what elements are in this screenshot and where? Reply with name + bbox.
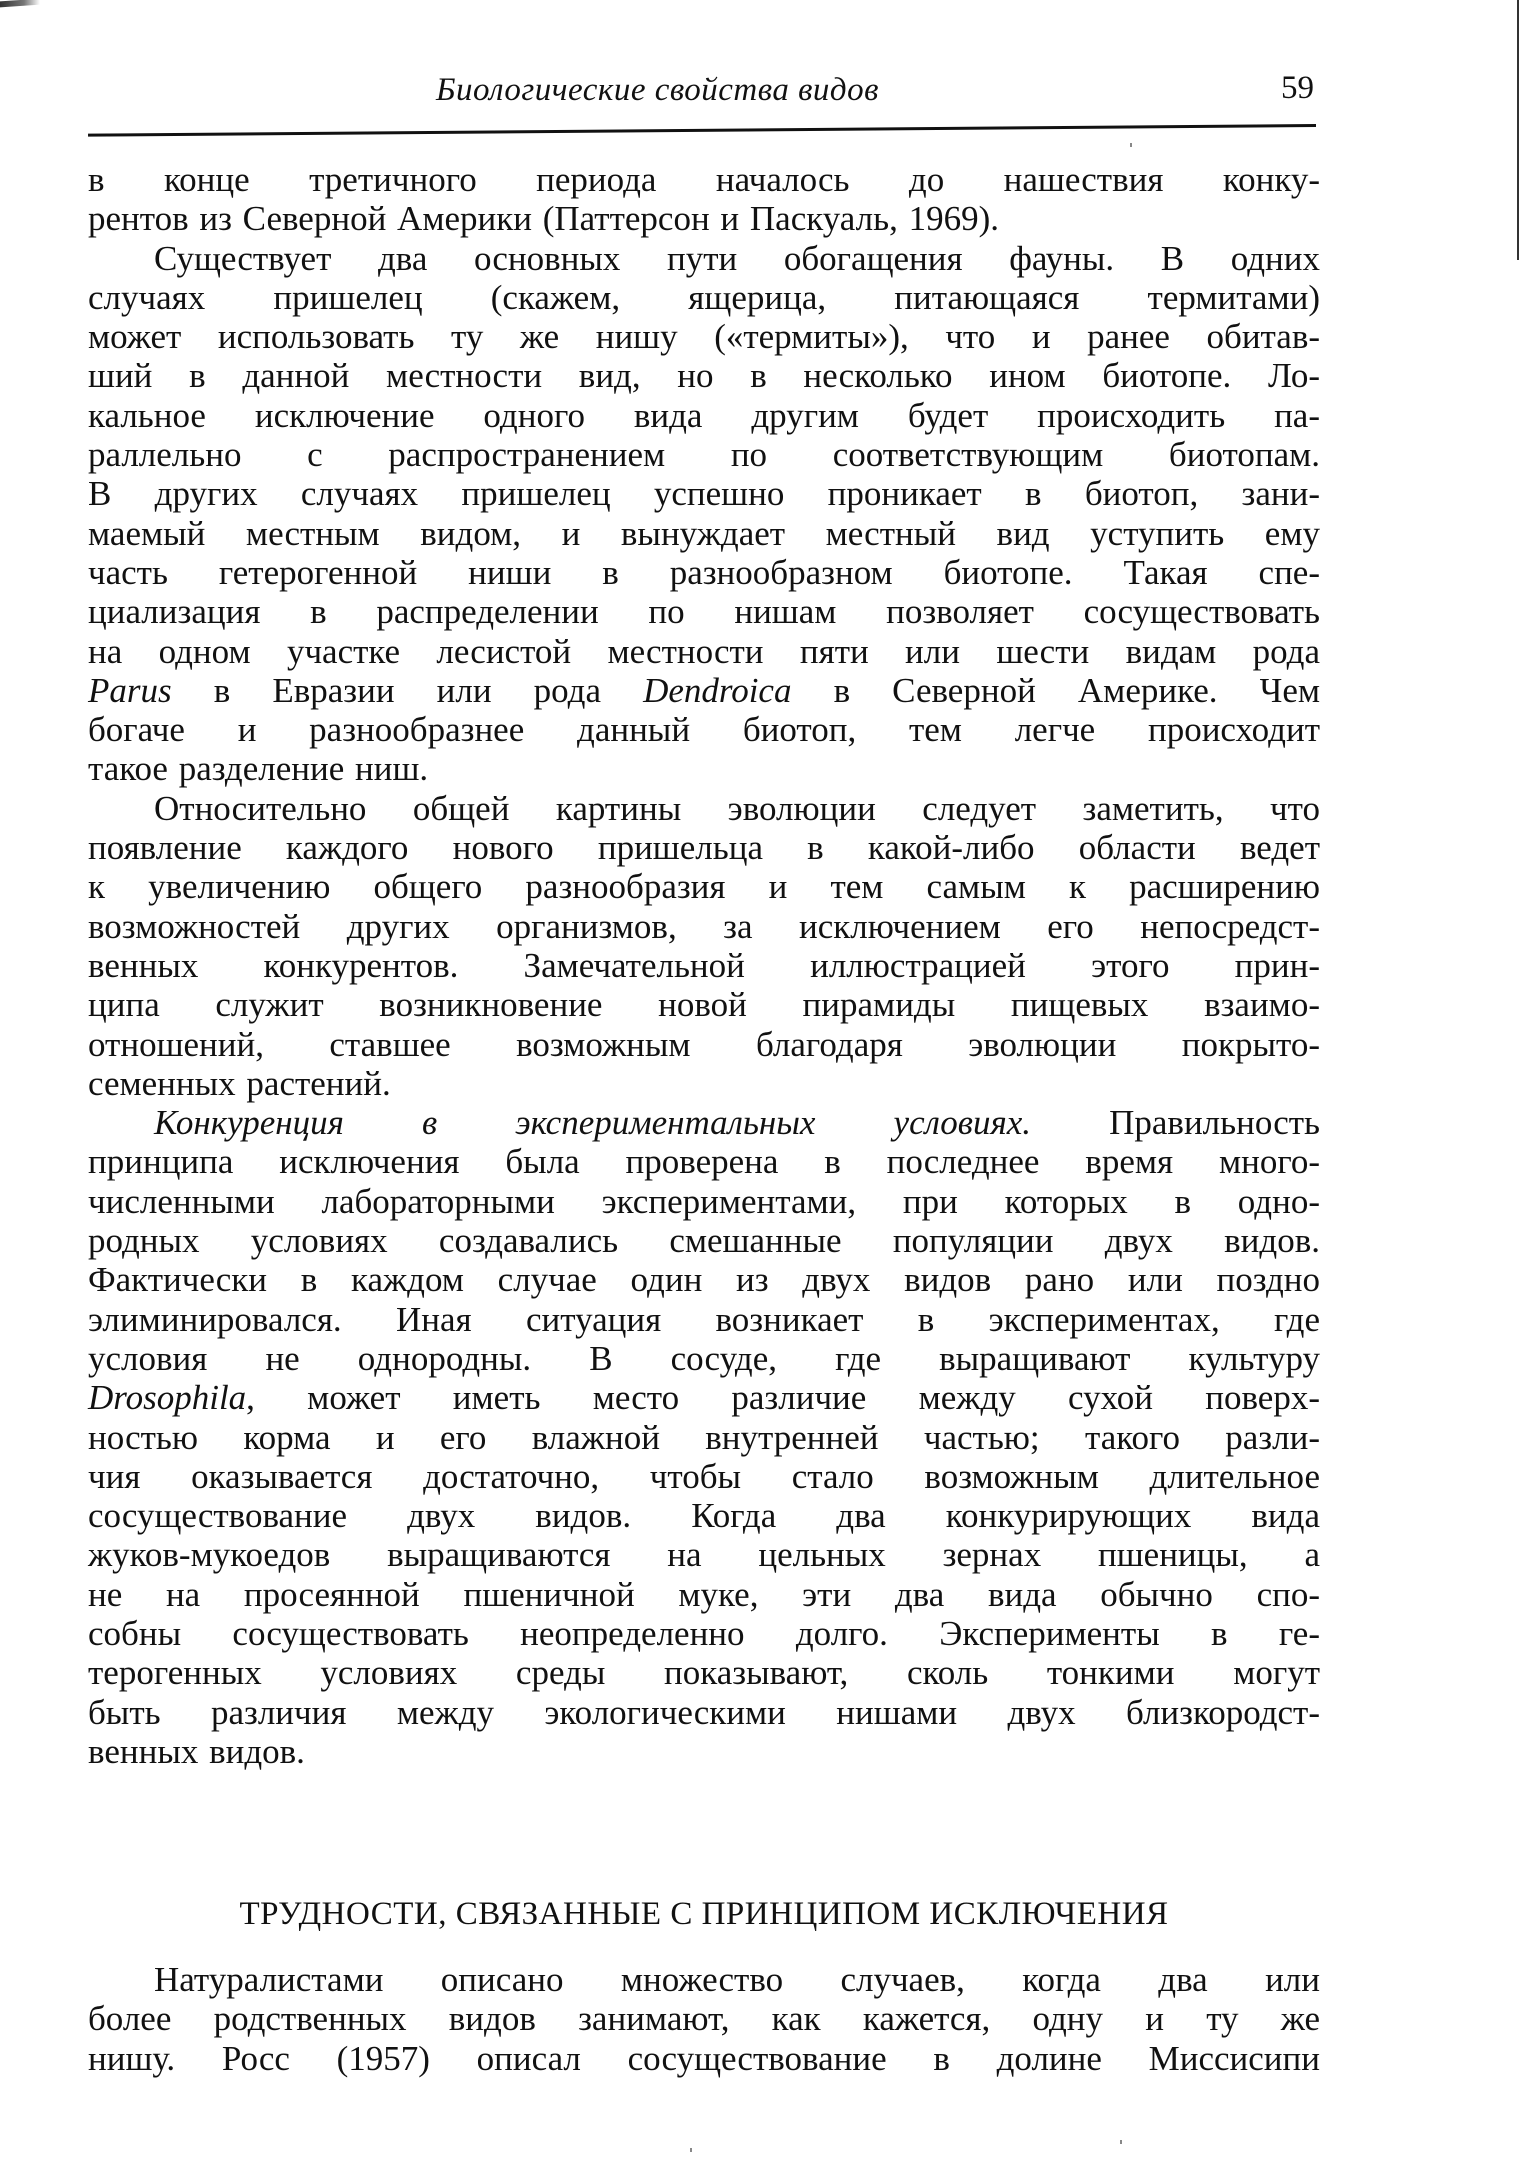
italic-term: Drosophila — [88, 1378, 247, 1418]
text-line: может использовать ту же нишу («термиты»), что и ранее обитав- — [88, 317, 1320, 357]
text-line: жуков-мукоедов выращиваются на цельных зернах пшеницы, а — [88, 1535, 1320, 1575]
italic-term: Dendroica — [643, 670, 792, 710]
text-line: часть гетерогенной ниши в разнообразном биотопе. Такая спе- — [88, 552, 1320, 592]
text-line: появление каждого нового пришельца в какой-либо области ведет — [88, 828, 1320, 868]
text-line: Конкуренция в экспериментальных условиях. Правильность — [154, 1103, 1320, 1143]
text-line: собны сосуществовать неопределенно долго. Эксперименты в ге- — [88, 1613, 1320, 1653]
section-heading: ТРУДНОСТИ, СВЯЗАННЫЕ С ПРИНЦИПОМ ИСКЛЮЧЕНИЯ — [239, 1896, 1169, 1932]
text-line: чия оказывается достаточно, чтобы стало возможным длительное — [88, 1456, 1320, 1496]
body-text — [88, 160, 1320, 1771]
scan-edge-line — [1517, 0, 1519, 260]
text-line: не на просеянной пшеничной муке, эти два вида обычно спо- — [88, 1574, 1320, 1614]
text-line: быть различия между экологическими нишами двух близкородст- — [88, 1692, 1320, 1732]
text-line: раллельно с распространением по соответствующим биотопам. — [88, 435, 1320, 475]
page-number: 59 — [1281, 70, 1314, 106]
text-line: Относительно общей картины эволюции следует заметить, что — [154, 788, 1320, 828]
text-line: Существует два основных пути обогащения фауны. В одних — [154, 238, 1320, 278]
italic-term: Parus — [88, 670, 172, 710]
scan-speck — [690, 2148, 692, 2152]
text-line: ностью корма и его влажной внутренней частью; такого разли- — [88, 1417, 1320, 1457]
text-line: случаях пришелец (скажем, ящерица, питающаяся термитами) — [88, 277, 1320, 317]
text-line: Parus в Евразии или рода Dendroica в Северной Америке. Чем — [88, 670, 1321, 710]
text-line: венных видов. — [88, 1731, 305, 1771]
text-line: возможностей других организмов, за исключением его непосредст- — [88, 906, 1320, 946]
text-line: семенных растений. — [88, 1063, 391, 1103]
text-line: ший в данной местности вид, но в несколько ином биотопе. Ло- — [88, 356, 1320, 396]
text-line: кальное исключение одного вида другим будет происходить па- — [88, 395, 1320, 435]
text-line: нишу. Росс (1957) описал сосуществование в долине Миссисипи — [88, 2038, 1320, 2078]
text-line: Натуралистами описано множество случаев, когда два или — [154, 1960, 1320, 1999]
text-line: В других случаях пришелец успешно проникает в биотоп, зани- — [88, 474, 1320, 514]
text-line: венных конкурентов. Замечательной иллюстрацией этого прин- — [88, 945, 1320, 985]
text-line: условия не однородны. В сосуде, где выращивают культуру — [88, 1338, 1320, 1378]
running-title: Биологические свойства видов — [436, 72, 879, 108]
text-line: численными лабораторными экспериментами, при которых в одно- — [88, 1181, 1320, 1221]
text-line: сосуществование двух видов. Когда два конкурирующих вида — [88, 1496, 1320, 1536]
text-line: такое разделение ниш. — [88, 749, 429, 789]
text-line: богаче и разнообразнее данный биотоп, тем легче происходит — [88, 710, 1320, 750]
text-line: в конце третичного периода началось до нашествия конку- — [88, 160, 1320, 199]
text-line: элиминировался. Иная ситуация возникает в экспериментах, где — [88, 1299, 1320, 1339]
text-line: принципа исключения была проверена в последнее время много- — [88, 1142, 1320, 1182]
text-line: терогенных условиях среды показывают, сколь тонкими могут — [88, 1653, 1320, 1693]
text-line: маемый местным видом, и вынуждает местный вид уступить ему — [88, 513, 1320, 553]
header-rule — [88, 124, 1316, 137]
section-body-text — [88, 1960, 1320, 2078]
text-line: циализация в распределении по нишам позволяет сосуществовать — [88, 592, 1320, 632]
italic-term: Конкуренция в экспериментальных условиях. — [154, 1103, 1032, 1143]
scan-speck — [1120, 2140, 1122, 2144]
running-header — [86, 64, 1314, 114]
text-line: отношений, ставшее возможным благодаря эволюции покрыто- — [88, 1024, 1320, 1064]
text-line: к увеличению общего разнообразия и тем самым к расширению — [88, 867, 1320, 907]
text-line: Drosophila, может иметь место различие между сухой поверх- — [88, 1378, 1320, 1418]
scan-corner-artifact — [0, 0, 40, 7]
text-line: Фактически в каждом случае один из двух видов рано или поздно — [88, 1260, 1320, 1300]
scan-speck — [1130, 143, 1132, 147]
text-line: рентов из Северной Америки (Паттерсон и Паскуаль, 1969). — [88, 199, 999, 239]
text-line: более родственных видов занимают, как кажется, одну и ту же — [88, 1999, 1320, 2039]
text-line: на одном участке лесистой местности пяти или шести видам рода — [88, 631, 1320, 671]
text-line: ципа служит возникновение новой пирамиды пищевых взаимо- — [88, 985, 1320, 1025]
text-line: родных условиях создавались смешанные популяции двух видов. — [88, 1221, 1320, 1261]
